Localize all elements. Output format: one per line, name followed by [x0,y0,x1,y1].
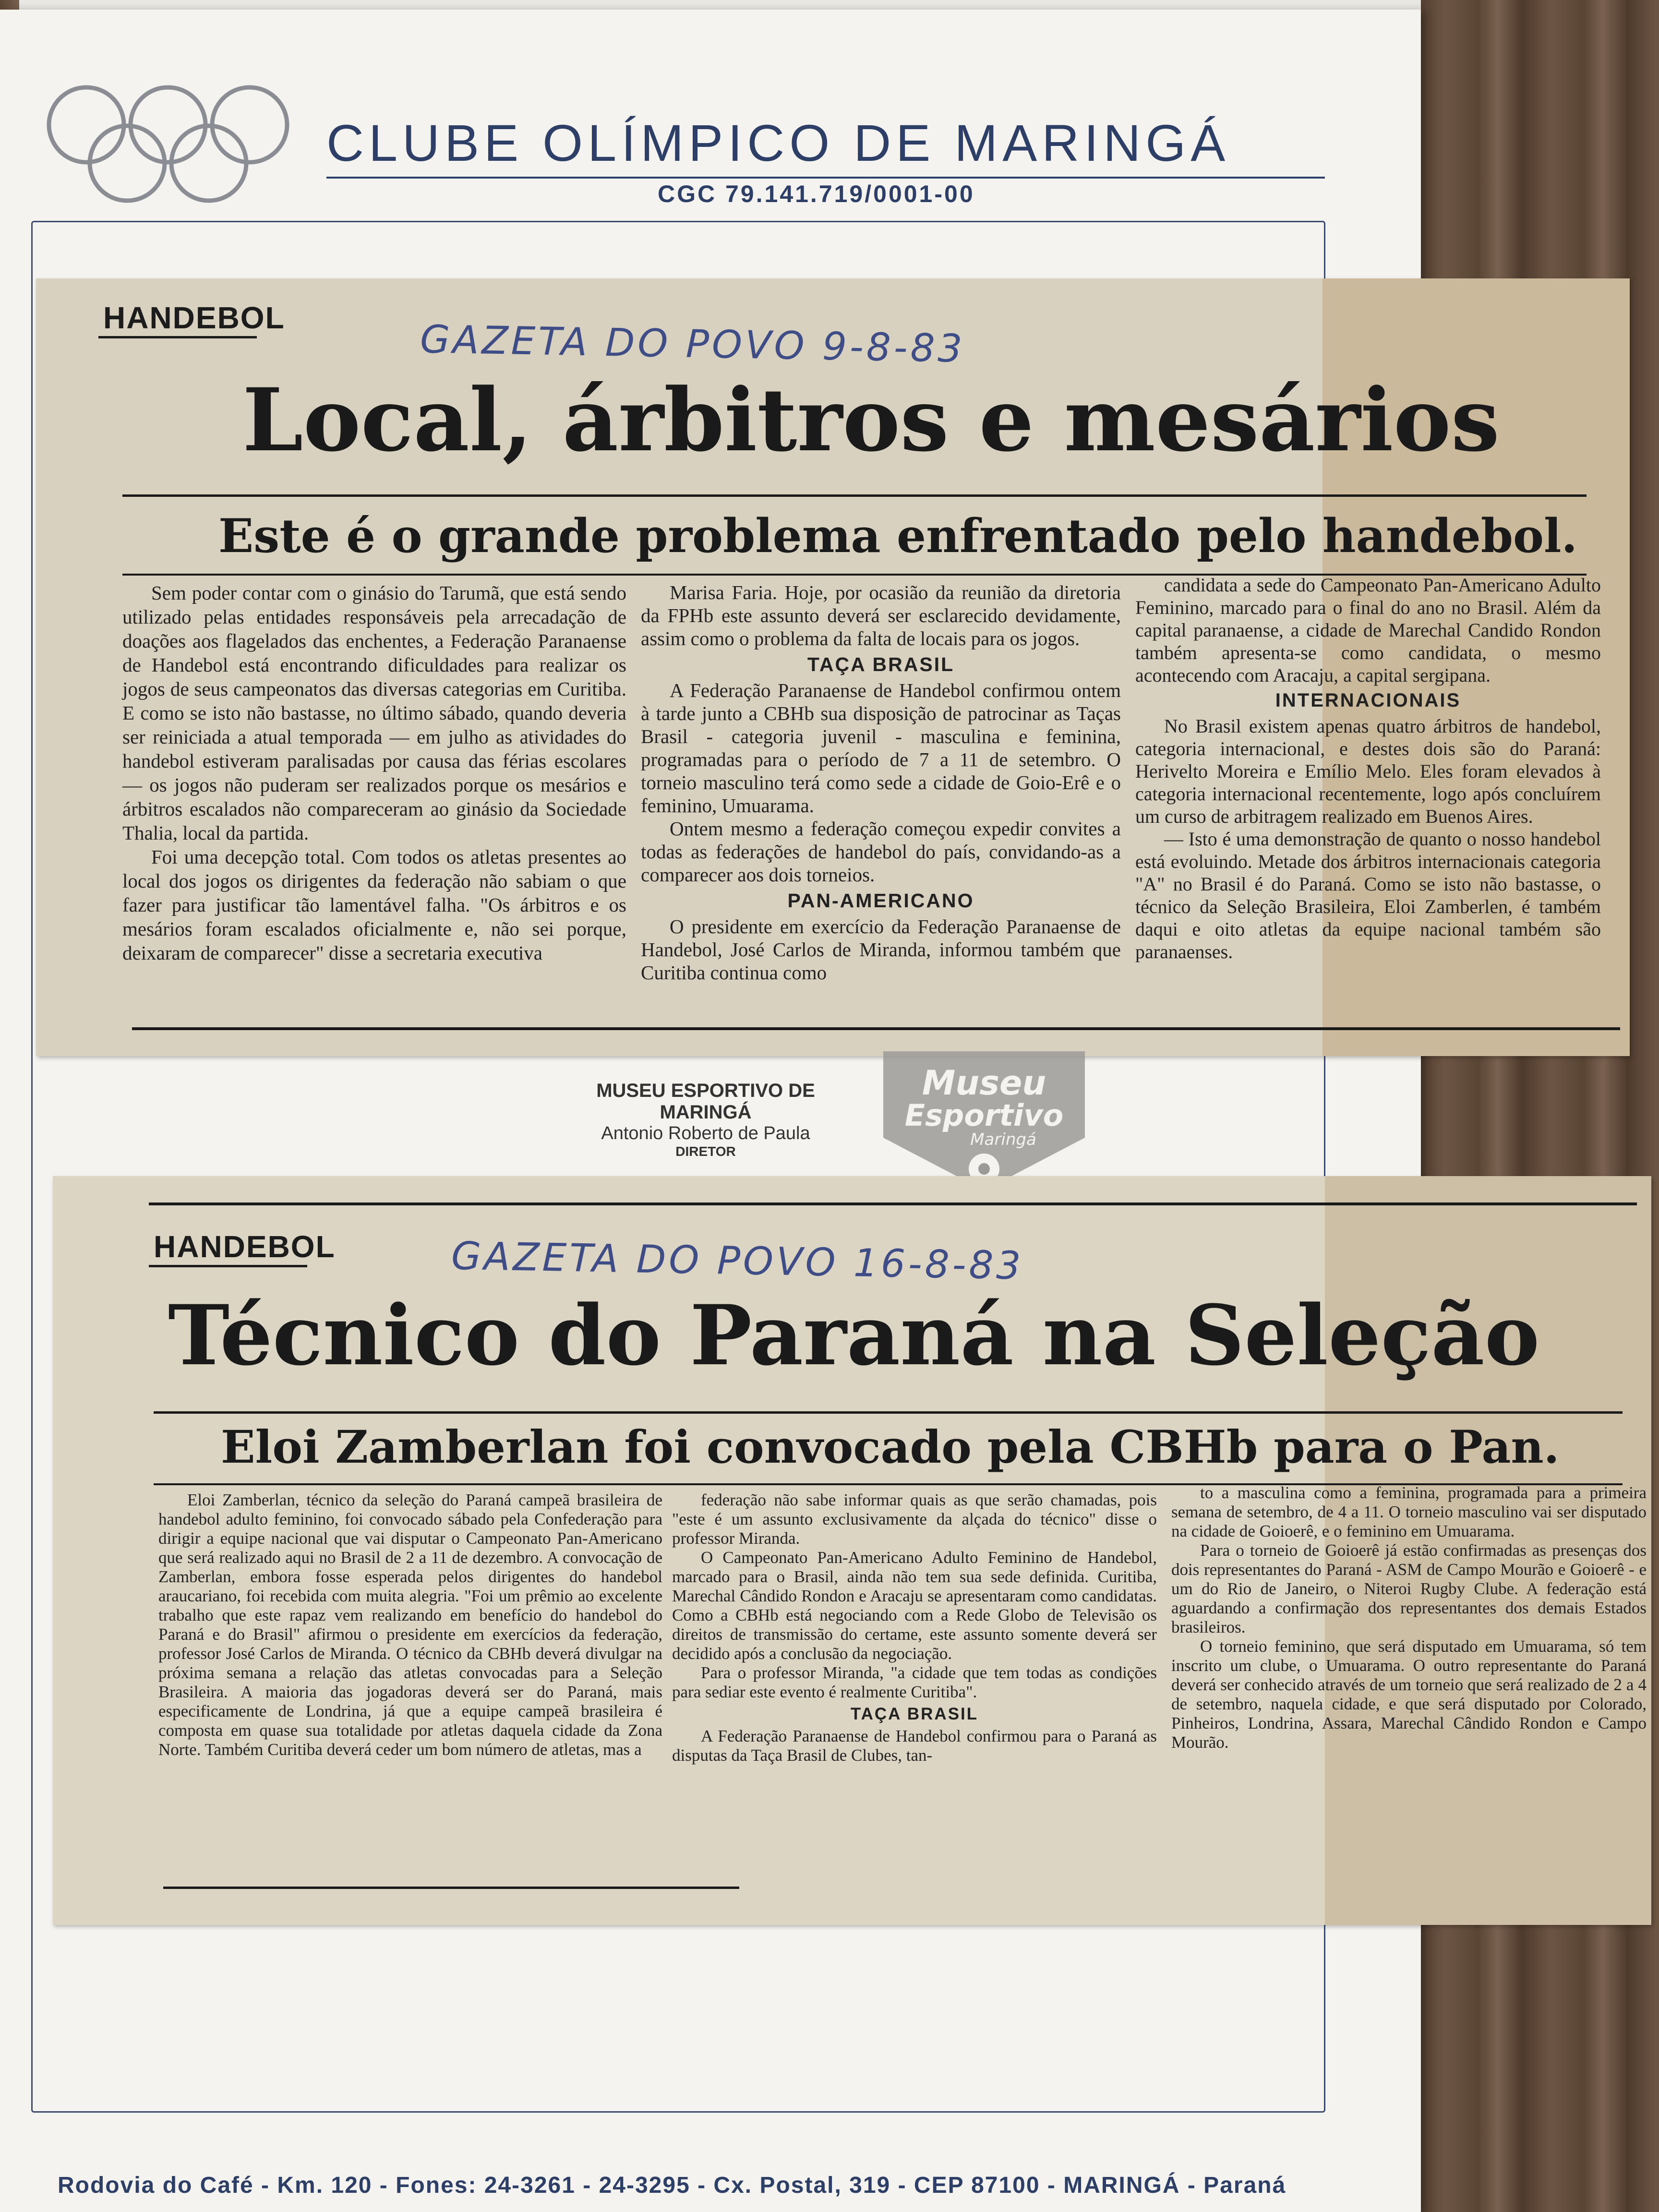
subsection-title: TAÇA BRASIL [807,653,955,675]
article-column-1 [122,581,626,965]
club-cgc: CGC 79.141.719/0001-00 [658,180,975,207]
subsection-title: INTERNACIONAIS [1275,690,1461,711]
article-column-1 [158,1491,662,1759]
headline: Técnico do Paraná na Seleção [168,1286,1540,1384]
olympic-rings-icon [38,82,307,206]
logo-text-3: Maringá [970,1130,1036,1149]
newspaper-clipping-1 [36,278,1630,1056]
paragraph: candidata a sede do Campeonato Pan-Americano Adulto Feminino, marcado para o final do ano no Brasil. Além da capital paranaense, a cidade de Marechal Candido Rondon também apresenta-se como candidata, o mesmo acontecendo com Aracaju, a capital sergipana. [1135,574,1601,686]
subsection-title: PAN-AMERICANO [787,890,974,912]
paragraph: Sem poder contar com o ginásio do Tarumã, que está sendo utilizado pelas entidades responsáveis pela arrecadação de doações aos flagelados das enchentes, a Federação Paranaense de Handebol está encontrando dificuldades para realizar os jogos de seus campeonatos das diversas categorias em Curitiba. E como se isto não bastasse, no último sábado, quando deveria ser reiniciada a atual temporada — em julho as atividades do handebol estiveram paralisadas por causa das férias escolares — os jogos não puderam ser realizados porque os mesários e árbitros escalados não compareceram ao ginásio da Sociedade Thalia, local da partida. [122,582,626,844]
article-column-2 [641,581,1121,984]
stamp-director-name: Antonio Roberto de Paula [601,1123,810,1143]
top-rule [149,1202,1637,1205]
paragraph: A Federação Paranaense de Handebol confirmou para o Paraná as disputas da Taça Brasil de Clubes, tan- [672,1727,1157,1765]
section-rule [98,336,257,338]
logo-text-1: Museu [922,1063,1046,1103]
section-label: HANDEBOL [154,1229,336,1264]
subsection-title: TAÇA BRASIL [850,1705,979,1723]
handwritten-source-date: GAZETA DO POVO 9-8-83 [420,317,966,371]
headline: Local, árbitros e mesários [242,370,1500,471]
museu-esportivo-logo-icon [878,1042,1090,1195]
headline-rule [154,1411,1623,1414]
paragraph: Para o torneio de Goioerê já estão confirmadas as presenças dos dois representantes do Paraná - ASM de Campo Mourão e Goioerê - e um do Rio de Janeiro, o Niteroi Rugby Clube. A federação está aguardando a confirmação dos representantes dos demais Estados brasileiros. [1171,1541,1647,1636]
article-column-3 [1135,574,1601,963]
section-label: HANDEBOL [103,301,285,335]
paragraph: A Federação Paranaense de Handebol confirmou ontem à tarde junto a CBHb sua disposição de patrocinar as Taças Brasil - categoria juvenil - masculina e feminina, programadas para o período de 7 a 11 de setembro. O torneio masculino terá como sede a cidade de Goio-Erê e o feminino, Umuarama. [641,679,1121,817]
paragraph: Ontem mesmo a federação começou expedir convites a todas as federações de handebol do país, convidando-as a comparecer aos dois torneios. [641,817,1121,886]
paragraph: federação não sabe informar quais as que serão chamadas, pois "este é um assunto exclusivamente da alçada do técnico" disse o professor Miranda. [672,1491,1157,1548]
letterhead-footer: Rodovia do Café - Km. 120 - Fones: 24-3261 - 24-3295 - Cx. Postal, 319 - CEP 87100 - MARINGÁ - Paraná [58,2173,1286,2198]
section-rule [149,1265,307,1267]
paragraph: Foi uma decepção total. Com todos os atletas presentes ao local dos jogos os dirigentes da federação não sabiam o que fazer para justificar tão lamentável falha. "Os árbitros e os mesários foram escalados oficialmente e, não sei porque, deixaram de comparecer" disse a secretaria executiva [122,846,626,964]
paragraph: Eloi Zamberlan, técnico da seleção do Paraná campeã brasileira de handebol adulto feminino, foi convocado sábado pela Confederação para dirigir a equipe nacional que vai disputar o Campeonato Pan-Americano que será realizado aqui no Brasil de 2 a 11 de dezembro. A convocação de Zamberlan, embora fosse esperada pelos dirigentes do handebol araucariano, foi recebida com muita alegria. "Foi um prêmio ao excelente trabalho que este rapaz vem realizando em benefício do handebol do Paraná e do Brasil" afirmou o presidente em exercícios da federação, professor José Carlos de Miranda. O técnico da CBHb deverá divulgar na próxima semana a relação das atletas convocadas para a Seleção Brasileira. A maioria das jogadoras deverá ser do Paraná, mais especificamente de Londrina, já que a equipe campeã brasileira é composta em quase sua totalidade por atletas daquela cidade da Zona Norte. Também Curitiba deverá ceder um bom número de atletas, mas a [158,1491,662,1759]
bottom-rule [132,1027,1620,1030]
logo-text-2: Esportivo [904,1098,1064,1133]
club-name: CLUBE OLÍMPICO DE MARINGÁ [326,114,1230,172]
paragraph: Para o professor Miranda, "a cidade que tem todas as condições para sediar este evento é realmente Curitiba". [672,1663,1157,1701]
article-column-2 [672,1491,1157,1765]
museum-stamp [562,1080,850,1159]
paragraph: O presidente em exercício da Federação Paranaense de Handebol, José Carlos de Miranda, informou também que Curitiba continua como [641,915,1121,984]
subheadline: Este é o grande problema enfrentado pelo handebol. [218,509,1577,563]
headline-rule [122,494,1587,497]
paragraph: O torneio feminino, que será disputado em Umuarama, só tem inscrito um clube, o Umuarama. O outro representante do Paraná deverá ser conhecido através de um torneio que será realizado de 2 a 4 de setembro, naquela cidade, e que será disputado por Colorado, Pinheiros, Londrina, Assara, Marechal Cândido Rondon e Campo Mourão. [1171,1637,1647,1752]
handwritten-source-date: GAZETA DO POVO 16-8-83 [451,1233,1024,1288]
bottom-rule [163,1887,739,1889]
paragraph: O Campeonato Pan-Americano Adulto Feminino de Handebol, marcado para o Brasil, ainda não tem sua sede definida. Curitiba, Marechal Cândido Rondon e Aracaju se apresentaram como candidatas. Como a CBHb está negociando com a Rede Globo de Televisão os direitos de transmissão do certame, este assunto somente deverá ser decidido após a conclusão da negociação. [672,1548,1157,1663]
paragraph: No Brasil existem apenas quatro árbitros de handebol, categoria internacional, e destes dois são do Paraná: Herivelto Moreira e Emílio Melo. Eles foram elevados à categoria internacional recentemente, logo após concluírem um curso de arbitragem realizado em Buenos Aires. [1135,715,1601,827]
paragraph: Marisa Faria. Hoje, por ocasião da reunião da diretoria da FPHb este assunto deverá ser esclarecido devidamente, assim como o problema da falta de locais para os jogos. [641,581,1121,649]
stamp-museum-name: MUSEU ESPORTIVO DE MARINGÁ [596,1080,815,1123]
club-name-rule [326,177,1325,179]
article-column-3 [1171,1483,1647,1752]
newspaper-clipping-2 [53,1176,1651,1925]
subheadline: Eloi Zamberlan foi convocado pela CBHb para o Pan. [221,1421,1560,1474]
paragraph: — Isto é uma demonstração de quanto o nosso handebol está evoluindo. Metade dos árbitros internacionais categoria "A" no Brasil é do Paraná. Como se isto não bastasse, o técnico da Seleção Brasileira, Eloi Zamberlen, é também daqui e oito atletas da equipe nacional também são paranaenses. [1135,828,1601,962]
paragraph: to a masculina como a feminina, programada para a primeira semana de setembro, de 4 a 11. O torneio masculino vai ser disputado na cidade de Goioerê, e o feminino em Umuarama. [1171,1483,1647,1540]
stamp-director-title: DIRETOR [675,1144,736,1159]
